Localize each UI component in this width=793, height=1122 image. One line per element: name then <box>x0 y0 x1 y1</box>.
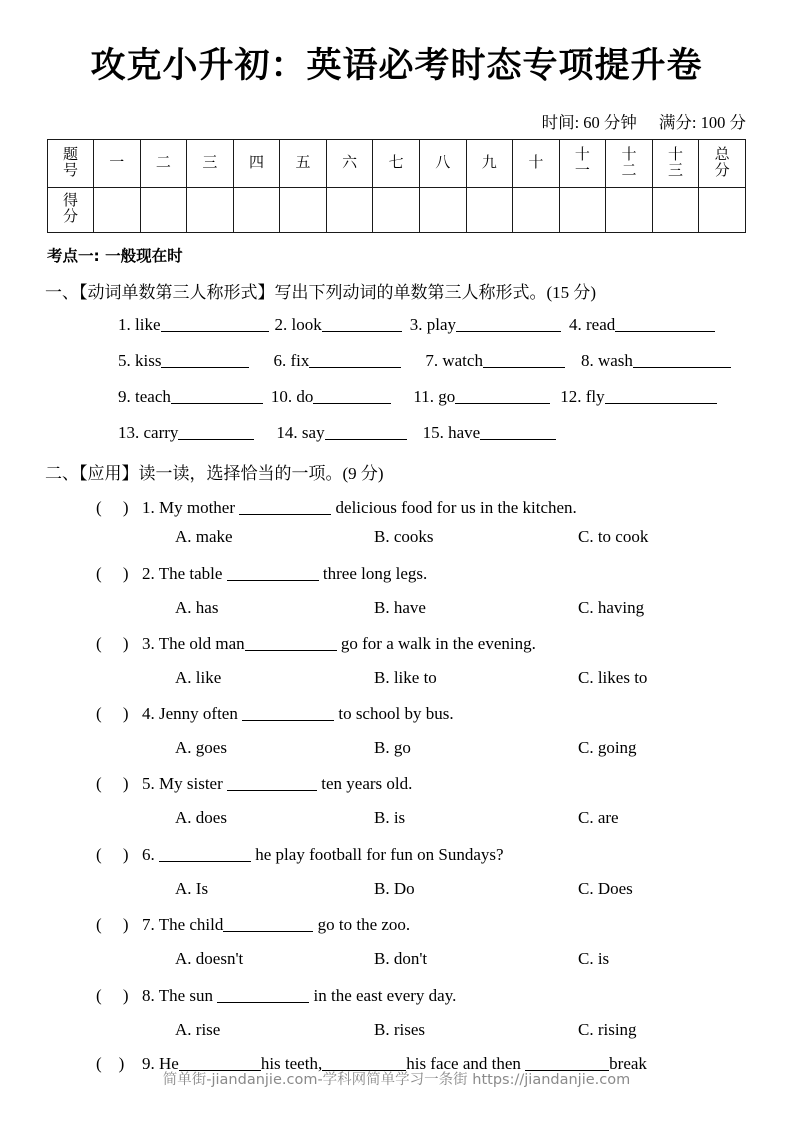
question-5: ( ) 5. My sister ten years old. <box>96 774 413 793</box>
option-3-b[interactable]: B. like to <box>374 668 437 687</box>
verb-blank-11[interactable] <box>455 386 550 404</box>
question-blank-6[interactable] <box>159 844 251 862</box>
verb-blank-6[interactable] <box>309 350 401 368</box>
score-cell-3[interactable] <box>187 188 234 233</box>
verb-blank-3[interactable] <box>456 314 561 332</box>
score-label-char-1: 得 <box>62 193 78 210</box>
verb-row-1 <box>118 314 715 335</box>
verb-blank-5[interactable] <box>161 350 249 368</box>
option-4-c[interactable]: C. going <box>578 738 637 757</box>
verb-blank-14[interactable] <box>325 422 407 440</box>
score-table-col-12 <box>606 140 653 188</box>
option-1-a[interactable]: A. make <box>175 527 233 546</box>
question-8: ( ) 8. The sun in the east every day. <box>96 986 457 1005</box>
question-1: ( ) 1. My mother delicious food for us in the kitchen. <box>96 498 577 517</box>
option-1-b[interactable]: B. cooks <box>374 527 434 546</box>
option-8-b[interactable]: B. rises <box>374 1020 425 1039</box>
question-2: ( ) 2. The table three long legs. <box>96 564 428 583</box>
option-3-c[interactable]: C. likes to <box>578 668 648 687</box>
question-blank-8[interactable] <box>217 985 309 1003</box>
question-blank-5[interactable] <box>227 773 317 791</box>
verb-row-3 <box>118 386 717 407</box>
col-12-char-1: 十 <box>621 146 637 163</box>
score-cell-9[interactable] <box>466 188 513 233</box>
score-cell-2[interactable] <box>140 188 187 233</box>
verb-blank-7[interactable] <box>483 350 565 368</box>
score-table-row-label <box>48 140 94 188</box>
answer-paren-8[interactable]: ( ) <box>96 986 129 1005</box>
verb-item-9: 9. teach <box>118 386 263 407</box>
option-7-a[interactable]: A. doesn't <box>175 949 244 968</box>
answer-paren-6[interactable]: ( ) <box>96 845 129 864</box>
verb-item-5: 5. kiss <box>118 350 249 371</box>
option-2-b[interactable]: B. have <box>374 598 426 617</box>
verb-item-1: 1. like <box>118 314 269 335</box>
verb-item-8: 8. wash <box>581 350 731 371</box>
score-cell-4[interactable] <box>233 188 280 233</box>
score-cell-7[interactable] <box>373 188 420 233</box>
verb-item-14: 14. say <box>276 422 406 443</box>
site-watermark: 简单街-jiandanjie.com-学科网简单学习一条街 https://jiandanjie.com <box>162 1072 631 1088</box>
option-7-b[interactable]: B. don't <box>374 949 428 968</box>
verb-item-6: 6. fix <box>273 350 401 371</box>
row-label-char-1: 题 <box>62 146 78 163</box>
verb-blank-8[interactable] <box>633 350 731 368</box>
question-blank-1[interactable] <box>239 497 331 515</box>
score-cell-12[interactable] <box>606 188 653 233</box>
total-score-label: 满分: 100 分 <box>658 113 746 132</box>
option-5-b[interactable]: B. is <box>374 808 406 827</box>
verb-item-11: 11. go <box>413 386 550 407</box>
question-blank-7[interactable] <box>223 914 313 932</box>
col-total-char-1: 总 <box>714 146 730 163</box>
option-2-c[interactable]: C. having <box>578 598 645 617</box>
verb-item-4: 4. read <box>569 314 715 335</box>
col-total-char-2: 分 <box>714 162 730 179</box>
verb-blank-9[interactable] <box>171 386 263 404</box>
verb-item-12: 12. fly <box>560 386 716 407</box>
answer-paren-1[interactable]: ( ) <box>96 498 129 517</box>
verb-blank-15[interactable] <box>480 422 556 440</box>
exam-meta <box>542 109 746 133</box>
score-table-col-8: 八 <box>419 140 466 188</box>
answer-paren-3[interactable]: ( ) <box>96 634 129 653</box>
score-label-char-2: 分 <box>62 209 78 225</box>
question-blank-3[interactable] <box>245 633 337 651</box>
score-table <box>47 139 746 233</box>
row-label-char-2: 号 <box>62 162 78 179</box>
answer-paren-4[interactable]: ( ) <box>96 704 129 723</box>
table-row-question-numbers <box>48 140 746 188</box>
question-9: ( ) 9. He his teeth, his face and then break <box>96 1054 647 1073</box>
answer-paren-5[interactable]: ( ) <box>96 774 129 793</box>
option-7-c[interactable]: C. is <box>578 949 610 968</box>
col-12-char-2: 二 <box>621 162 637 179</box>
verb-row-2 <box>118 350 731 371</box>
answer-paren-9[interactable]: ( ) <box>96 1054 125 1073</box>
option-1-c[interactable]: C. to cook <box>578 527 649 546</box>
score-table-col-11 <box>559 140 606 188</box>
verb-item-13: 13. carry <box>118 422 254 443</box>
page-title: 攻克小升初：英语必考时态专项提升卷 <box>90 46 703 86</box>
option-3-a[interactable]: A. like <box>175 668 222 687</box>
score-table-col-10: 十 <box>513 140 560 188</box>
score-table-col-total <box>699 140 746 188</box>
col-11-char-1: 十 <box>574 146 590 163</box>
score-cell-1[interactable] <box>94 188 141 233</box>
verb-blank-13[interactable] <box>178 422 254 440</box>
question-3: ( ) 3. The old man go for a walk in the evening. <box>96 634 536 653</box>
question-7: ( ) 7. The child go to the zoo. <box>96 915 411 934</box>
question-6: ( ) 6. he play football for fun on Sundays? <box>96 845 504 864</box>
option-5-a[interactable]: A. does <box>175 808 227 827</box>
verb-blank-1[interactable] <box>161 314 269 332</box>
verb-blank-2[interactable] <box>322 314 402 332</box>
option-8-c[interactable]: C. rising <box>578 1020 637 1039</box>
verb-item-15: 15. have <box>423 422 557 443</box>
option-4-a[interactable]: A. goes <box>175 738 227 757</box>
score-table-col-5: 五 <box>280 140 327 188</box>
score-cell-5[interactable] <box>280 188 327 233</box>
score-cell-11[interactable] <box>559 188 606 233</box>
score-cell-6[interactable] <box>326 188 373 233</box>
score-table-col-13 <box>652 140 699 188</box>
score-table-col-3: 三 <box>187 140 234 188</box>
option-6-b[interactable]: B. Do <box>374 879 415 898</box>
col-13-char-1: 十 <box>668 146 684 163</box>
verb-item-2: 2. look <box>275 314 402 335</box>
option-6-c[interactable]: C. Does <box>578 879 633 898</box>
score-table-col-6: 六 <box>326 140 373 188</box>
time-limit-label: 时间: 60 分钟 <box>541 113 637 132</box>
answer-paren-2[interactable]: ( ) <box>96 564 129 583</box>
answer-paren-7[interactable]: ( ) <box>96 915 129 934</box>
verb-item-3: 3. play <box>410 314 561 335</box>
col-13-char-2: 三 <box>668 162 684 179</box>
score-table-col-4: 四 <box>233 140 280 188</box>
option-5-c[interactable]: C. are <box>578 808 619 827</box>
score-cell-total[interactable] <box>699 188 746 233</box>
score-table-col-1: 一 <box>94 140 141 188</box>
option-8-a[interactable]: A. rise <box>175 1020 221 1039</box>
score-cell-13[interactable] <box>652 188 699 233</box>
verb-item-7: 7. watch <box>425 350 565 371</box>
option-4-b[interactable]: B. go <box>374 738 411 757</box>
verb-row-4 <box>118 422 556 443</box>
kaodian-heading: 考点一: 一般现在时 <box>47 247 183 265</box>
question-blank-4[interactable] <box>242 703 334 721</box>
option-2-a[interactable]: A. has <box>175 598 219 617</box>
section-two-heading: 二、【应用】读一读，选择恰当的一项。(9 分) <box>45 464 384 483</box>
question-blank-2[interactable] <box>227 563 319 581</box>
score-table-col-2: 二 <box>140 140 187 188</box>
question-4: ( ) 4. Jenny often to school by bus. <box>96 704 454 723</box>
score-table-row-label-score <box>48 188 94 233</box>
score-cell-8[interactable] <box>419 188 466 233</box>
option-6-a[interactable]: A. Is <box>175 879 209 898</box>
verb-item-10: 10. do <box>271 386 392 407</box>
score-table-col-7: 七 <box>373 140 420 188</box>
score-cell-10[interactable] <box>513 188 560 233</box>
verb-blank-12[interactable] <box>605 386 717 404</box>
col-11-char-2: 一 <box>574 162 590 179</box>
table-row-scores <box>48 188 746 233</box>
section-one-heading: 一、【动词单数第三人称形式】写出下列动词的单数第三人称形式。(15 分) <box>45 283 597 302</box>
verb-blank-10[interactable] <box>313 386 391 404</box>
score-table-col-9: 九 <box>466 140 513 188</box>
verb-blank-4[interactable] <box>615 314 715 332</box>
